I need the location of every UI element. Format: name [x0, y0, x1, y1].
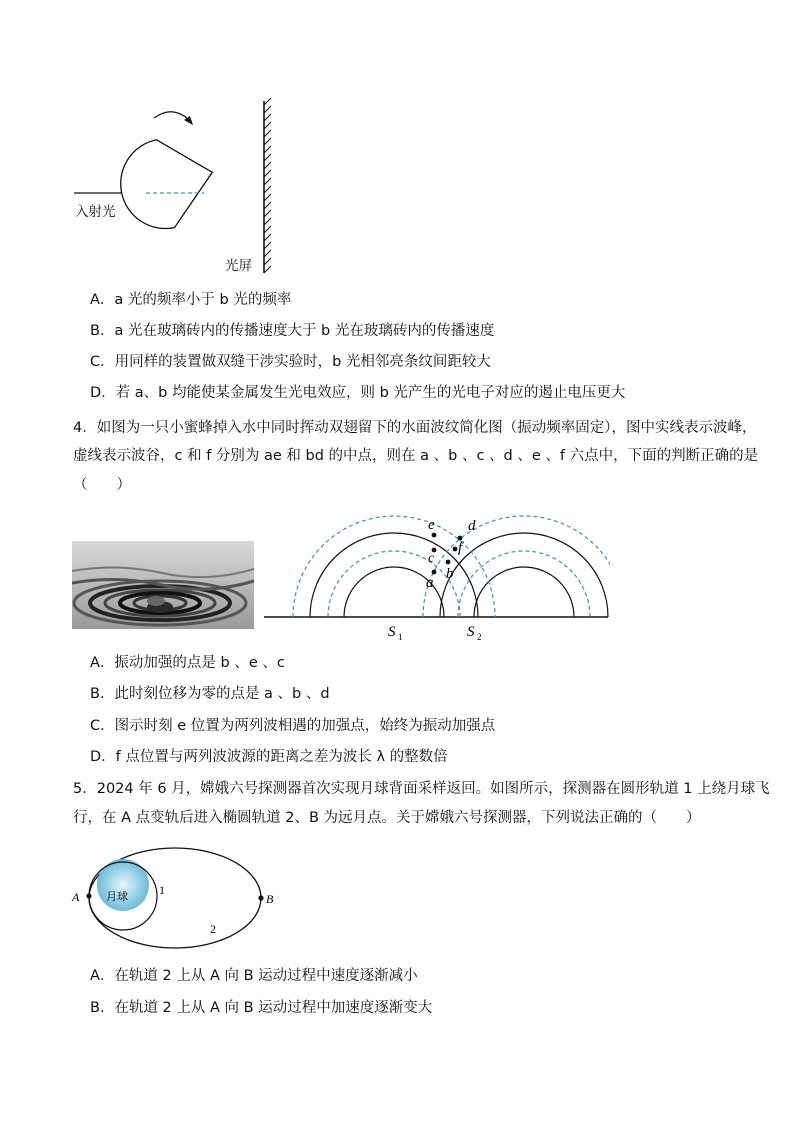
q3-option-c: C．用同样的装置做双缝干涉实验时，b 光相邻亮条纹间距较大	[90, 354, 491, 370]
q4-stem-line1: 4．如图为一只小蜜蜂掉入水中同时挥动双翅留下的水面波纹简化图（振动频率固定），图中实线表示波峰，	[73, 420, 757, 436]
bee-water-photo	[72, 541, 254, 629]
label-e: e	[428, 517, 435, 533]
q4-option-d: D．f 点位置与两列波波源的距离之差为波长 λ 的整数倍	[90, 749, 448, 765]
lunar-orbit-diagram	[66, 843, 276, 955]
point-e	[432, 533, 437, 538]
q4-option-a: A．振动加强的点是 b 、e 、c	[90, 655, 285, 671]
point-f	[453, 547, 458, 552]
label-d: d	[468, 518, 476, 534]
label-s2-sub: 2	[477, 632, 482, 642]
orbit2-label: 2	[210, 922, 216, 936]
glass-brick-figure	[60, 95, 290, 285]
q3-option-b: B．a 光在玻璃砖内的传播速度大于 b 光在玻璃砖内的传播速度	[90, 323, 495, 339]
orbit1-label: 1	[159, 883, 165, 897]
q3-option-a: A．a 光的频率小于 b 光的频率	[90, 292, 292, 308]
wave-interference-diagram	[262, 505, 610, 645]
q5-option-b: B．在轨道 2 上从 A 向 B 运动过程中加速度逐渐变大	[90, 1000, 433, 1016]
light-screen-label: 光屏	[225, 258, 252, 274]
label-B: B	[266, 892, 274, 906]
label-s2: S	[467, 624, 475, 640]
label-A: A	[72, 890, 80, 904]
point-B	[258, 895, 263, 900]
q4-stem-line3: （ ）	[73, 477, 131, 493]
incident-light-label: 入射光	[75, 204, 116, 220]
q4-option-b: B．此时刻位移为零的点是 a 、b 、d	[90, 686, 330, 702]
point-A	[86, 893, 91, 898]
label-c: c	[428, 551, 435, 566]
q4-option-c: C．图示时刻 e 位置为两列波相遇的加强点，始终为振动加强点	[90, 718, 496, 734]
point-b	[446, 560, 451, 565]
point-a	[432, 570, 437, 575]
label-s1-sub: 1	[398, 632, 403, 642]
q5-option-a: A．在轨道 2 上从 A 向 B 运动过程中速度逐渐减小	[90, 968, 418, 984]
q5-stem-line1: 5．2024 年 6 月，嫦娥六号探测器首次实现月球背面采样返回。如图所示，探测器在圆形轨道 1 上绕月球飞	[73, 781, 770, 797]
q5-stem-line2: 行，在 A 点变轨后进入椭圆轨道 2、B 为远月点。关于嫦娥六号探测器，下列说法正确的（ ）	[73, 810, 701, 826]
label-b: b	[446, 566, 454, 582]
q3-option-d: D．若 a、b 均能使某金属发生光电效应，则 b 光产生的光电子对应的遏止电压更大	[90, 385, 626, 401]
label-f: f	[458, 540, 463, 556]
q4-stem-line2: 虚线表示波谷，c 和 f 分别为 ae 和 bd 的中点，则在 a 、b 、c 、d 、e 、f 六点中，下面的判断正确的是	[73, 448, 759, 464]
moon-label: 月球	[106, 891, 128, 903]
label-s1: S	[388, 624, 396, 640]
label-a: a	[426, 575, 434, 591]
